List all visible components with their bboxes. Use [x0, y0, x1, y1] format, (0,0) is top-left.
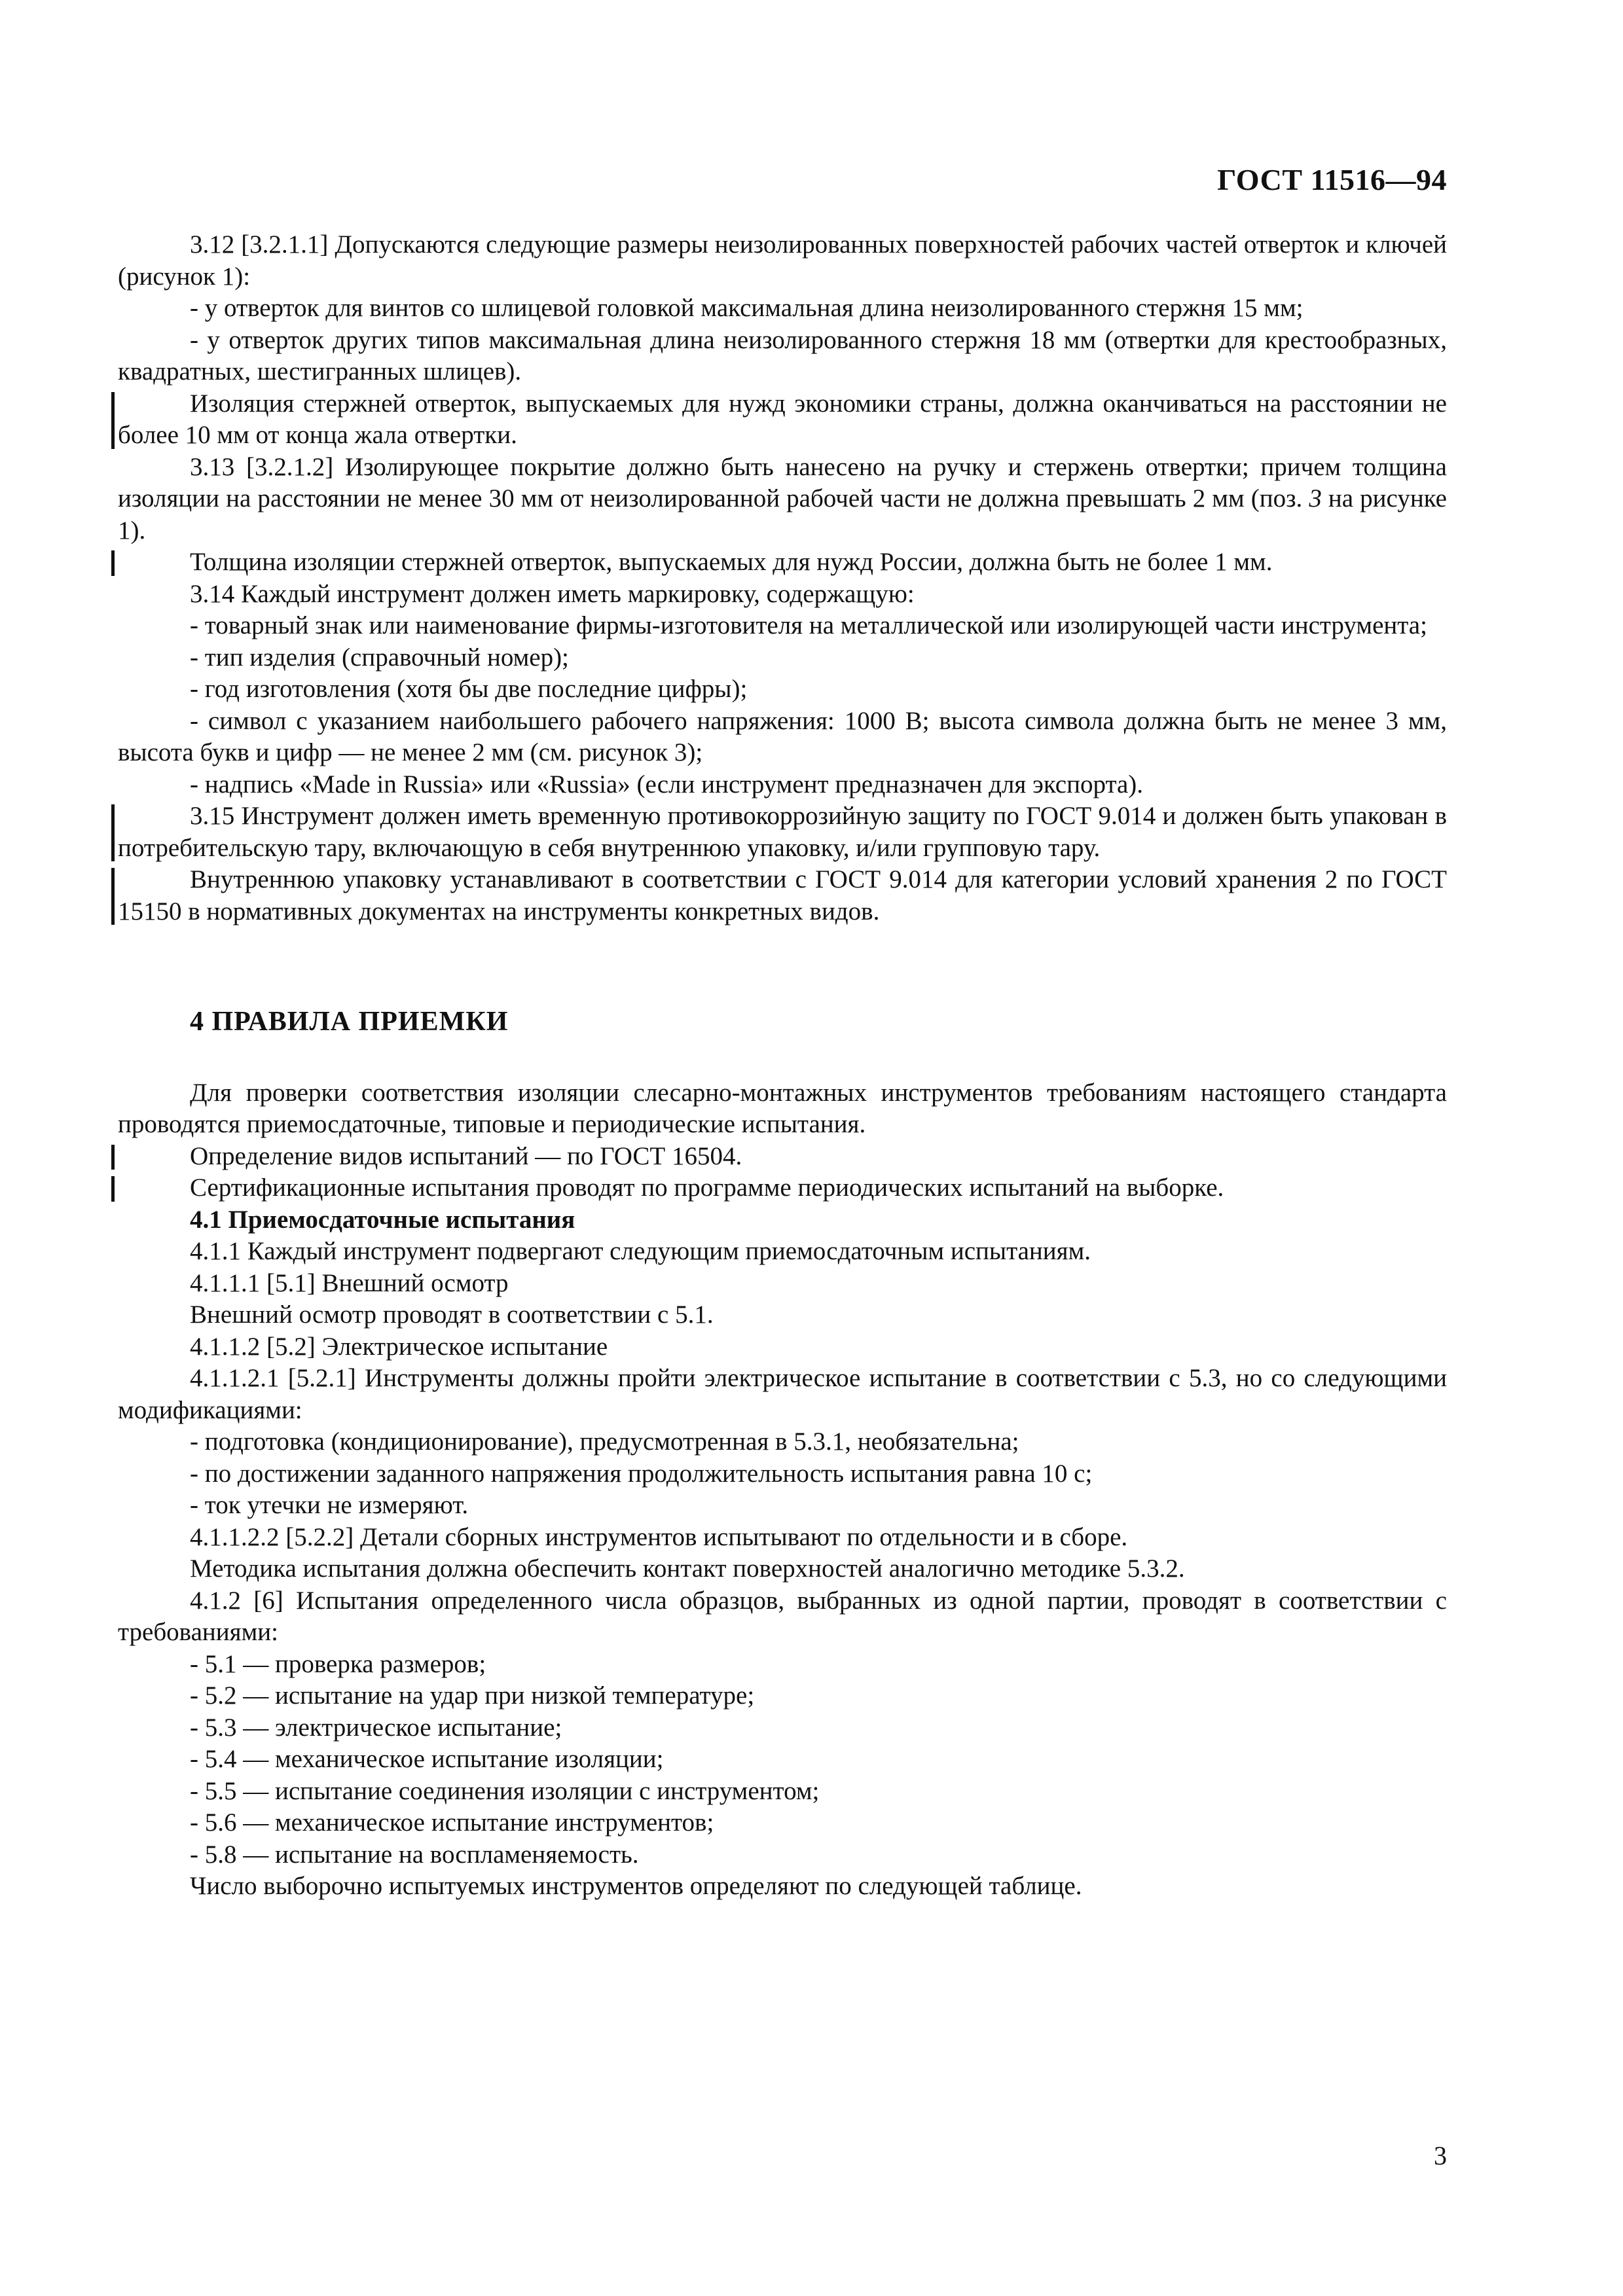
list-item: - у отверток для винтов со шлицевой головкой максимальная длина неизолированного стержня 15 мм;: [190, 294, 1304, 322]
paragraph-4-1-1-2-1: 4.1.1.2.1 [5.2.1] Инструменты должны пройти электрическое испытание в соответствии с 5.3, но со следующими модификациями:: [118, 1364, 1447, 1424]
paragraph-3-15: 3.15 Инструмент должен иметь временную противокоррозийную защиту по ГОСТ 9.014 и должен быть упакован в потребительскую тару, включающую в себя внутреннюю упаковку, и/или групповую тару.: [118, 800, 1447, 864]
list-item: - 5.5 — испытание соединения изоляции с инструментом;: [190, 1776, 820, 1805]
list-item: - 5.1 — проверка размеров;: [190, 1649, 486, 1678]
paragraph-3-14: 3.14 Каждый инструмент должен иметь маркировку, содержащую:: [190, 579, 915, 608]
list-item: - символ с указанием наибольшего рабочего напряжения: 1000 В; высота символа должна быть не менее 3 мм, высота букв и цифр — не менее 2 мм (см. рисунок 3);: [118, 706, 1447, 766]
list-item: - ток утечки не измеряют.: [190, 1491, 469, 1519]
list-item: - год изготовления (хотя бы две последние цифры);: [190, 675, 748, 703]
section-title: 4 ПРАВИЛА ПРИЕМКИ: [190, 1007, 509, 1037]
paragraph-3-12: 3.12 [3.2.1.1] Допускаются следующие размеры неизолированных поверхностей рабочих частей отверток и ключей (рисунок 1):: [118, 230, 1447, 291]
list-item: - 5.2 — испытание на удар при низкой температуре;: [190, 1681, 755, 1710]
paragraph-intro: Для проверки соответствия изоляции слесарно-монтажных инструментов требованиям настоящего стандарта проводятся приемосдаточные, типовые и периодические испытания.: [118, 1078, 1447, 1138]
list-item: - надпись «Made in Russia» или «Russia» (если инструмент предназначен для экспорта).: [190, 770, 1144, 798]
document-code: ГОСТ 11516—94: [1217, 163, 1447, 196]
list-item: - 5.8 — испытание на воспламеняемость.: [190, 1840, 639, 1869]
list-item: - тип изделия (справочный номер);: [190, 643, 569, 672]
paragraph-revised: Толщина изоляции стержней отверток, выпускаемых для нужд России, должна быть не более 1 мм.: [118, 547, 1447, 579]
paragraph-4-1-1-2-2: 4.1.1.2.2 [5.2.2] Детали сборных инструментов испытывают по отдельности и в сборе.: [190, 1522, 1128, 1551]
paragraph-revised: Внутреннюю упаковку устанавливают в соответствии с ГОСТ 9.014 для категории условий хранения 2 по ГОСТ 15150 в нормативных документах на инструменты конкретных видов.: [118, 864, 1447, 927]
list-item: - 5.4 — механическое испытание изоляции;: [190, 1745, 664, 1773]
list-item: - 5.6 — механическое испытание инструментов;: [190, 1808, 714, 1837]
list-item: - по достижении заданного напряжения продолжительность испытания равна 10 с;: [190, 1459, 1093, 1488]
paragraph-4-1-2: 4.1.2 [6] Испытания определенного числа образцов, выбранных из одной партии, проводят в соответствии с требованиями:: [118, 1586, 1447, 1646]
subsection-title: 4.1 Приемосдаточные испытания: [190, 1205, 575, 1234]
paragraph-3-13: 3.13 [3.2.1.2] Изолирующее покрытие должно быть нанесено на ручку и стержень отвертки; причем толщина изоляции на расстоянии не менее 30 мм от неизолированной рабочей части не должна превышать 2 мм (поз. 3 на рисунке 1).: [118, 452, 1447, 545]
paragraph-revised: Изоляция стержней отверток, выпускаемых для нужд экономики страны, должна оканчиваться на расстоянии не более 10 мм от конца жала отвертки.: [118, 388, 1447, 452]
document-body: [118, 229, 1447, 1903]
list-item: - подготовка (кондиционирование), предусмотренная в 5.3.1, необязательна;: [190, 1427, 1019, 1456]
paragraph-4-1-1-2: 4.1.1.2 [5.2] Электрическое испытание: [190, 1332, 608, 1361]
paragraph: Методика испытания должна обеспечить контакт поверхностей аналогично методике 5.3.2.: [190, 1554, 1185, 1583]
list-item: - товарный знак или наименование фирмы-изготовителя на металлической или изолирующей части инструмента;: [190, 611, 1427, 639]
page-number: 3: [1434, 2141, 1447, 2170]
list-item: - 5.3 — электрическое испытание;: [190, 1713, 562, 1742]
paragraph-4-1-1: 4.1.1 Каждый инструмент подвергают следующим приемосдаточным испытаниям.: [190, 1237, 1091, 1265]
paragraph-4-1-1-1: 4.1.1.1 [5.1] Внешний осмотр: [190, 1268, 509, 1297]
list-item: - у отверток других типов максимальная длина неизолированного стержня 18 мм (отвертки для крестообразных, квадратных, шестигранных шлицев).: [118, 325, 1447, 386]
paragraph-revised: Сертификационные испытания проводят по программе периодических испытаний на выборке.: [118, 1172, 1447, 1204]
paragraph-revised: Определение видов испытаний — по ГОСТ 16504.: [118, 1141, 1447, 1173]
paragraph: Внешний осмотр проводят в соответствии с 5.1.: [190, 1300, 714, 1329]
paragraph-closing: Число выборочно испытуемых инструментов определяют по следующей таблице.: [190, 1872, 1082, 1900]
